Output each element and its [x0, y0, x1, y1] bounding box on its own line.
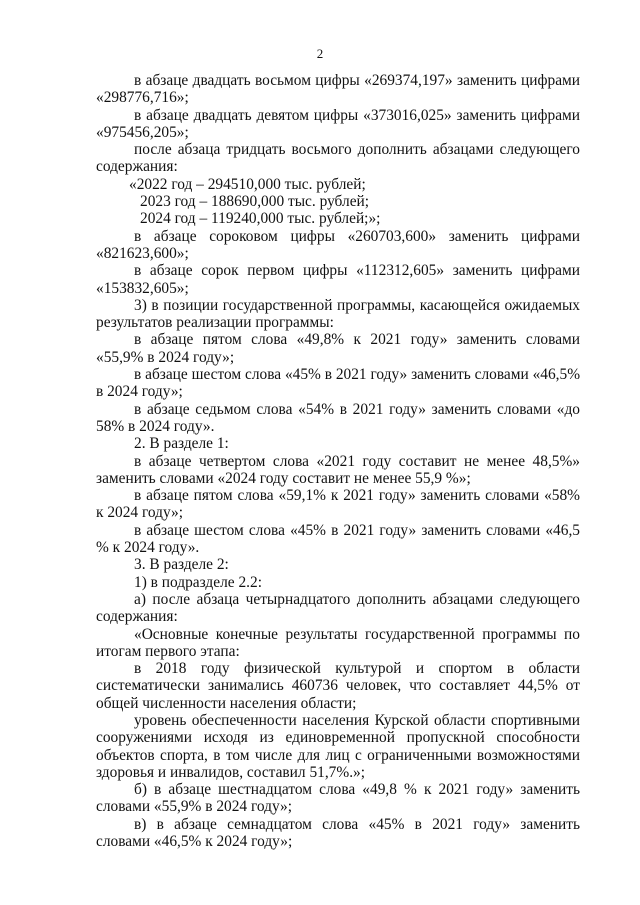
paragraph-14: в абзаце четвертом слова «2021 году составит не менее 48,5%» заменить словами «2024 году составит не менее 55,9 %»;: [96, 452, 580, 487]
paragraph-9: 3) в позиции государственной программы, касающейся ожидаемых результатов реализации программы:: [96, 296, 580, 332]
paragraph-7: в абзаце сороковом цифры «260703,600» заменить цифрами «821623,600»;: [96, 227, 580, 262]
paragraph-21: в 2018 году физической культурой и спортом в области систематически занимались 460736 человек, что составляет 44,5% от общей численности населения области;: [96, 660, 580, 712]
paragraph-10: в абзаце пятом слова «49,8% к 2021 году» заменить словами «55,9% в 2024 году»;: [96, 331, 580, 366]
paragraph-24: в) в абзаце семнадцатом слова «45% в 2021 году» заменить словами «46,5% к 2024 году»;: [96, 815, 580, 851]
paragraph-2: в абзаце двадцать девятом цифры «373016,025» заменить цифрами «975456,205»;: [96, 106, 580, 141]
quoted-line-2024: 2024 год – 119240,000 тыс. рублей;»;: [140, 210, 381, 228]
paragraph-8: в абзаце сорок первом цифры «112312,605» заменить цифрами «153832,605»;: [96, 262, 580, 297]
subsection-heading: 1) в подразделе 2.2:: [134, 573, 262, 591]
paragraph-11: в абзаце шестом слова «45% в 2021 году» заменить словами «46,5% в 2024 году»;: [96, 366, 581, 401]
quoted-line-2022: «2022 год – 294510,000 тыс. рублей;: [129, 175, 366, 193]
paragraph-20: «Основные конечные результаты государственной программы по итогам первого этапа:: [96, 625, 580, 660]
paragraph-16: в абзаце шестом слова «45% в 2021 году» заменить словами «46,5 % к 2024 году».: [96, 521, 580, 557]
paragraph-3: после абзаца тридцать восьмого дополнить абзацами следующего содержания:: [96, 141, 580, 176]
paragraph-19: а) после абзаца четырнадцатого дополнить абзацами следующего содержания:: [96, 590, 580, 626]
paragraph-23: б) в абзаце шестнадцатом слова «49,8 % к 2021 году» заменить словами «55,9% в 2024 году»;: [96, 781, 580, 816]
quoted-line-2023: 2023 год – 188690,000 тыс. рублей;: [140, 193, 370, 211]
paragraph-1: в абзаце двадцать восьмом цифры «269374,197» заменить цифрами «298776,716»;: [96, 72, 580, 107]
section-heading-1: 2. В разделе 1:: [134, 435, 229, 453]
section-heading-2: 3. В разделе 2:: [134, 556, 229, 574]
paragraph-12: в абзаце седьмом слова «54% в 2021 году» заменить словами «до 58% в 2024 году».: [96, 400, 580, 435]
paragraph-22: уровень обеспеченности населения Курской области спортивными сооружениями исходя из единовременной пропускной способности объектов спорта, в том числе для лиц с ограниченными возможностями здоровья и инвалидов, составил 51,7%.»;: [96, 711, 580, 781]
paragraph-15: в абзаце пятом слова «59,1% к 2021 году» заменить словами «58% к 2024 году»;: [96, 487, 580, 522]
document-body: [96, 72, 580, 850]
page-number: 2: [316, 46, 324, 61]
